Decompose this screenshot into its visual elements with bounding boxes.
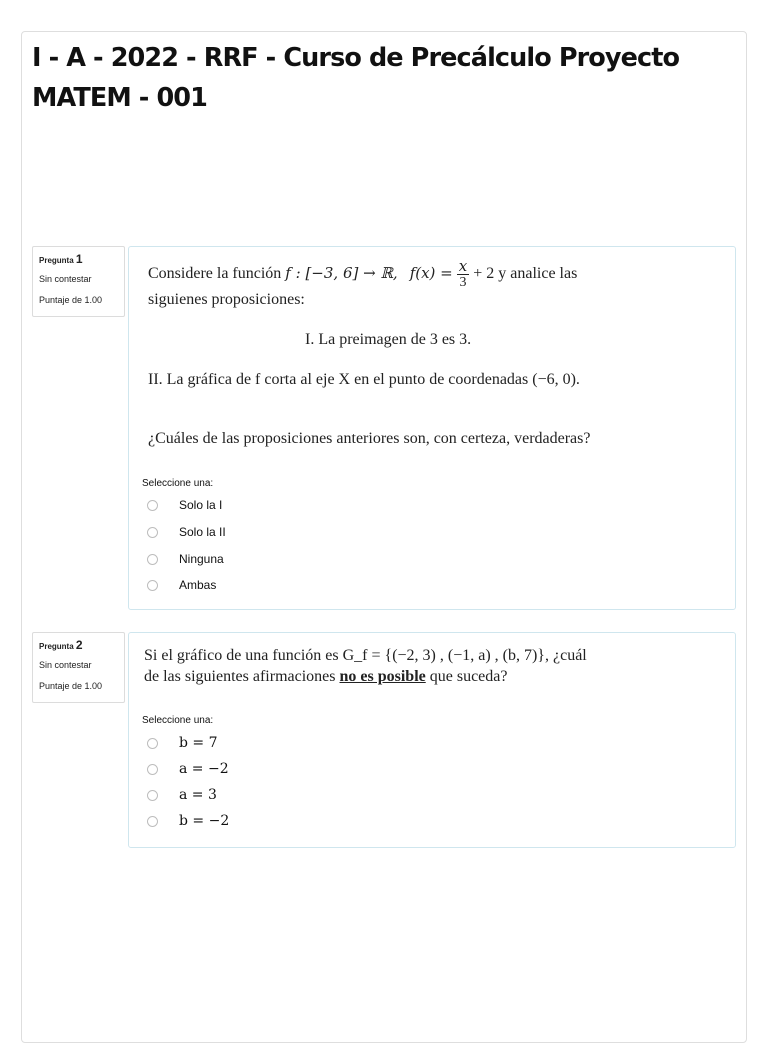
option-label: a = −2 (179, 761, 229, 777)
proposition-1: I. La preimagen de 3 es 3. (305, 331, 472, 348)
question-card-2 (128, 632, 736, 848)
option-solo-la-i[interactable] (147, 495, 222, 515)
question-score: Puntaje de 1.00 (39, 295, 103, 305)
option-b-equals-minus-2[interactable] (147, 811, 229, 831)
question-stem-line1: Si el gráfico de una función es G_f = {(−2, 3) , (−1, a) , (b, 7)}, ¿cuál (144, 647, 587, 664)
option-ambas[interactable] (147, 575, 216, 595)
select-one-label: Seleccione una: (142, 715, 214, 726)
page-title: I - A - 2022 - RRF - Curso de Precálculo Proyecto MATEM - 001 (32, 43, 680, 113)
option-label: b = 7 (179, 735, 218, 751)
stem-text-end: que suceda? (429, 668, 508, 685)
proposition-2: II. La gráfica de f corta al eje X en el punto de coordenadas (−6, 0). (148, 371, 580, 388)
radio-button[interactable] (147, 790, 158, 801)
question-stem-line1 (148, 259, 577, 290)
option-a-equals-3[interactable] (147, 785, 217, 805)
question-info-1 (32, 246, 125, 317)
question-label: Pregunta (39, 256, 74, 265)
option-label: a = 3 (179, 787, 217, 803)
question-status: Sin contestar (39, 274, 92, 284)
stem-function-rule: f(x) = (409, 264, 453, 283)
stem-emphasis: no es posible (339, 668, 426, 685)
radio-button[interactable] (147, 580, 158, 591)
quiz-page (21, 31, 747, 1043)
option-solo-la-ii[interactable] (147, 522, 226, 542)
question-prompt: ¿Cuáles de las proposiciones anteriores son, con certeza, verdaderas? (148, 430, 591, 447)
stem-text-end: + 2 y analice las (473, 265, 578, 283)
stem-text: Considere la función (148, 265, 282, 283)
option-label: Ambas (179, 578, 217, 592)
question-stem-line2: siguienes proposiciones: (148, 291, 305, 308)
question-card-1 (128, 246, 736, 610)
fraction-numerator: x (458, 257, 468, 275)
stem-text: de las siguientes afirmaciones (144, 668, 336, 685)
stem-fraction (457, 259, 469, 290)
question-number (39, 251, 119, 269)
radio-button[interactable] (147, 527, 158, 538)
question-number-value: 2 (75, 638, 83, 652)
question-stem-line2 (144, 668, 507, 686)
stem-function-domain: f : [−3, 6] → ℝ, (285, 264, 398, 283)
option-a-equals-minus-2[interactable] (147, 759, 229, 779)
question-label: Pregunta (39, 642, 74, 651)
option-ninguna[interactable] (147, 549, 224, 569)
question-number-value: 1 (75, 252, 83, 266)
radio-button[interactable] (147, 816, 158, 827)
fraction-denominator: 3 (459, 275, 467, 290)
option-label: Solo la II (179, 525, 226, 539)
radio-button[interactable] (147, 764, 158, 775)
radio-button[interactable] (147, 500, 158, 511)
radio-button[interactable] (147, 554, 158, 565)
option-label: b = −2 (179, 813, 230, 829)
select-one-label: Seleccione una: (142, 478, 214, 489)
question-score: Puntaje de 1.00 (39, 681, 103, 691)
question-number (39, 637, 119, 655)
option-b-equals-7[interactable] (147, 733, 218, 753)
option-label: Solo la I (179, 498, 223, 512)
question-info-2 (32, 632, 125, 703)
question-status: Sin contestar (39, 660, 92, 670)
radio-button[interactable] (147, 738, 158, 749)
option-label: Ninguna (179, 552, 224, 566)
